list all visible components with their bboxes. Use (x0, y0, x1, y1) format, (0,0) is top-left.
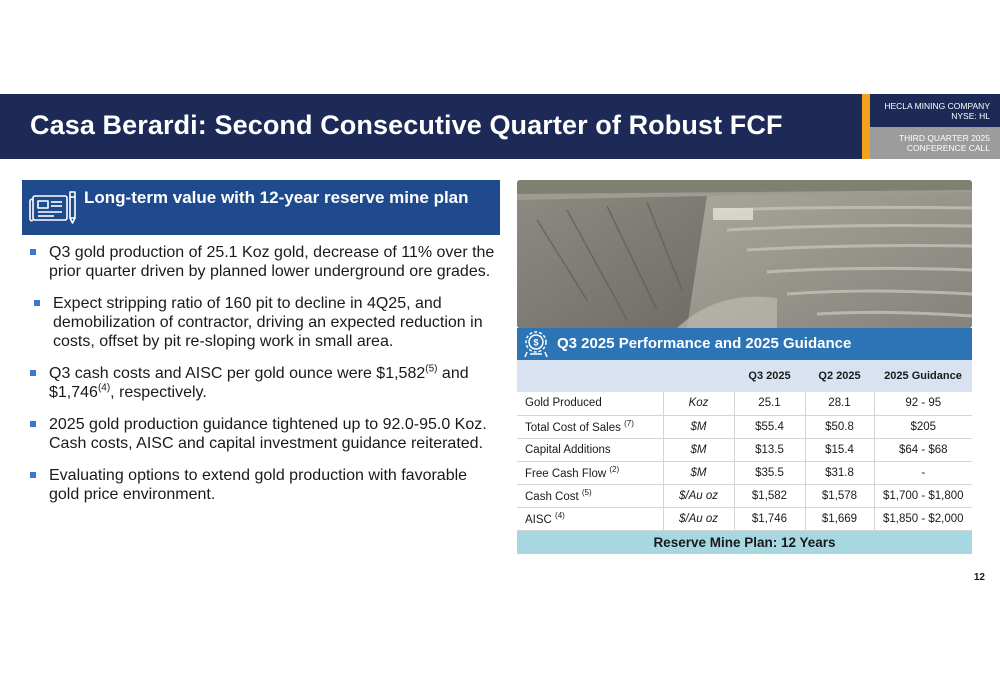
q3-value: $1,746 (734, 507, 805, 530)
unit-cell: Koz (663, 392, 734, 415)
bullet-options (30, 466, 495, 504)
q3-value: 25.1 (734, 392, 805, 415)
slide-title: Casa Berardi: Second Consecutive Quarter of Robust FCF (30, 110, 783, 140)
title-bar (0, 94, 862, 159)
metric-label: Free Cash Flow (525, 467, 607, 480)
metric-label: Gold Produced (525, 397, 602, 410)
bullet-text-part: Q3 cash costs and AISC per gold ounce were $1,582 (49, 365, 426, 382)
guidance-value: $1,850 - $2,000 (874, 507, 972, 530)
bullet-text: Expect stripping ratio of 160 pit to decline in 4Q25, and demobilization of contractor, driving an expected reduction in costs, offset by pit re-sloping work in small area. (53, 295, 483, 350)
table-row (517, 392, 972, 415)
unit-cell: $/Au oz (663, 507, 734, 530)
company-name: HECLA MINING COMPANY (884, 101, 990, 111)
unit-cell: $/Au oz (663, 484, 734, 507)
performance-title: Q3 2025 Performance and 2025 Guidance (557, 335, 852, 352)
bullet-stripping (30, 294, 495, 351)
table-row (517, 461, 972, 484)
guidance-value: $1,700 - $1,800 (874, 484, 972, 507)
event-type: CONFERENCE CALL (906, 143, 990, 153)
event-quarter: THIRD QUARTER 2025 (898, 133, 990, 143)
q2-value: $50.8 (805, 415, 874, 438)
bullet-marker (30, 249, 36, 255)
metric-cell (517, 484, 663, 507)
table-footer-row (517, 530, 972, 554)
bullet-text-part: and $1,746 (49, 365, 469, 401)
column-header: Q2 2025 (805, 360, 874, 392)
metric-cell (517, 461, 663, 484)
q2-value: $1,669 (805, 507, 874, 530)
svg-text:$: $ (533, 337, 539, 348)
page-number: 12 (973, 572, 985, 583)
bullet-costs (30, 364, 495, 402)
gear-dollar-icon (521, 330, 551, 358)
bullet-marker (34, 300, 40, 306)
metric-cell (517, 507, 663, 530)
metric-cell (517, 392, 663, 415)
column-header (517, 360, 663, 392)
ticker: NYSE: HL (951, 111, 990, 121)
unit-cell: $M (663, 438, 734, 461)
accent-strip (862, 94, 870, 159)
performance-table (517, 360, 972, 554)
column-header: Q3 2025 (734, 360, 805, 392)
column-header (663, 360, 734, 392)
guidance-value: $64 - $68 (874, 438, 972, 461)
unit-cell: $M (663, 461, 734, 484)
bullet-text-part: , respectively. (110, 384, 207, 401)
metric-label: Total Cost of Sales (525, 421, 621, 434)
table-row (517, 415, 972, 438)
bullet-text (49, 365, 469, 401)
guidance-value: 92 - 95 (874, 392, 972, 415)
table-row (517, 507, 972, 530)
metric-label: Cash Cost (525, 490, 579, 503)
q3-value: $13.5 (734, 438, 805, 461)
table-header-row (517, 360, 972, 392)
metric-cell (517, 415, 663, 438)
q2-value: $15.4 (805, 438, 874, 461)
unit-cell: $M (663, 415, 734, 438)
q2-value: $31.8 (805, 461, 874, 484)
column-header: 2025 Guidance (874, 360, 972, 392)
footnote-ref: (5) (581, 488, 592, 498)
q2-value: $1,578 (805, 484, 874, 507)
q3-value: $35.5 (734, 461, 805, 484)
metric-label: Capital Additions (525, 443, 611, 456)
bullet-text: Q3 gold production of 25.1 Koz gold, decrease of 11% over the prior quarter driven by planned lower underground ore grades. (49, 244, 495, 280)
footnote-ref: (4) (97, 382, 111, 394)
bullet-text: Evaluating options to extend gold production with favorable gold price environment. (49, 467, 468, 503)
blueprint-icon (28, 188, 80, 228)
q3-value: $55.4 (734, 415, 805, 438)
metric-cell (517, 438, 663, 461)
footnote-ref: (2) (609, 465, 620, 475)
table-row (517, 484, 972, 507)
table-row (517, 438, 972, 461)
bullet-marker (30, 370, 36, 376)
q2-value: 28.1 (805, 392, 874, 415)
event-badge (870, 127, 1000, 159)
open-pit-mine-photo (517, 180, 972, 328)
footnote-ref: (5) (425, 363, 438, 375)
highlights-list (30, 243, 495, 517)
footnote-ref: (4) (555, 511, 565, 521)
metric-label: AISC (525, 513, 552, 526)
q3-value: $1,582 (734, 484, 805, 507)
value-header (22, 180, 500, 235)
bullet-marker (30, 472, 36, 478)
bullet-guidance (30, 415, 495, 453)
bullet-text: 2025 gold production guidance tightened up to 92.0-95.0 Koz. Cash costs, AISC and capital investment guidance reiterated. (49, 416, 487, 452)
bullet-production (30, 243, 495, 281)
reserve-plan-footer: Reserve Mine Plan: 12 Years (517, 530, 972, 554)
value-header-text: Long-term value with 12-year reserve mine plan (84, 188, 469, 207)
bullet-marker (30, 421, 36, 427)
guidance-value: $205 (874, 415, 972, 438)
performance-header (517, 328, 972, 360)
footnote-ref: (7) (624, 419, 634, 429)
guidance-value: - (874, 461, 972, 484)
company-badge (870, 94, 1000, 127)
